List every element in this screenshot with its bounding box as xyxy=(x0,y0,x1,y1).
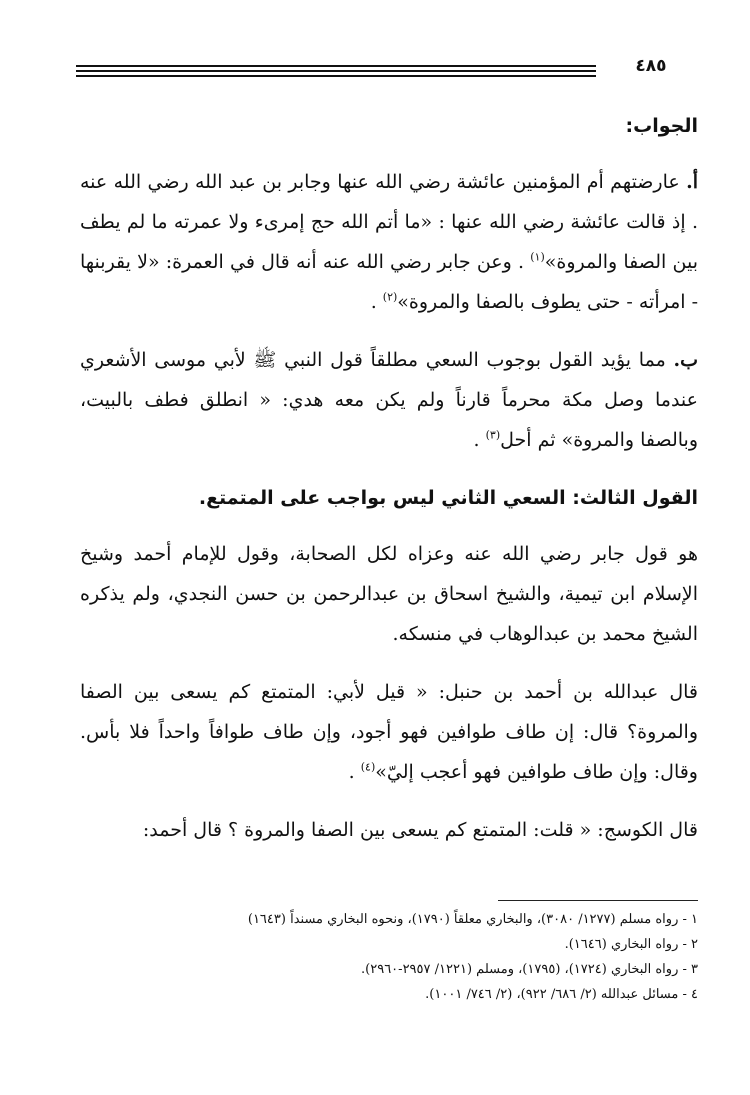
paragraph-b-line2: عندما وصل مكة محرماً قارناً ولم يكن معه هدي: « انطلق فطف بالبيت، xyxy=(80,389,698,411)
footnote-divider xyxy=(498,900,698,901)
footnote-4: ٤ - مسائل عبدالله (٢/ ٦٨٦/ ٩٢٢)، (٢/ ٧٤٦/ ١٠٠١). xyxy=(425,987,698,1002)
paragraph-e-line1: قال الكوسج: « قلت: المتمتع كم يسعى بين الصفا والمروة ؟ قال أحمد: xyxy=(142,819,698,841)
footnote-ref-1: (١) xyxy=(530,250,545,264)
paragraph-a-line1: عارضتهم أم المؤمنين عائشة رضي الله عنها وجابر بن عبد الله رضي الله عنه . إذ قالت xyxy=(80,171,698,233)
paragraph-b-lead: ب. xyxy=(673,349,698,371)
third-opinion-heading: القول الثالث: السعي الثاني ليس بواجب على المتمتع. xyxy=(198,487,698,509)
paragraph-d-line3b: . xyxy=(348,761,355,783)
paragraph-c xyxy=(80,534,698,654)
answer-heading: الجواب: xyxy=(625,115,698,137)
paragraph-c-line2: ابن تيمية، والشيخ اسحاق بن عبدالرحمن بن حسن النجدي، ولم يذكره xyxy=(80,583,636,605)
paragraph-b xyxy=(80,340,698,460)
paragraph-c-line3: الشيخ محمد بن عبدالوهاب في منسكه. xyxy=(392,623,698,645)
paragraph-b-line1: مما يؤيد القول بوجوب السعي مطلقاً قول النبي ﷺ لأبي موسى الأشعري xyxy=(80,349,666,371)
paragraph-a xyxy=(80,162,698,322)
paragraph-b-line3a: وبالصفا والمروة» ثم أحل xyxy=(500,429,698,451)
page-body xyxy=(80,106,698,868)
footnote-ref-2: (٢) xyxy=(382,290,398,304)
paragraph-d-line3a: وقال: وإن طاف طوافين فهو أعجب إليّ» xyxy=(375,761,698,783)
paragraph-d xyxy=(80,672,698,792)
footnote-ref-3: (٣) xyxy=(485,428,501,442)
paragraph-c-line1: هو قول جابر رضي الله عنه وعزاه لكل الصحابة، وقول للإمام أحمد وشيخ الإسلام xyxy=(80,543,699,605)
page-header xyxy=(76,56,696,86)
paragraph-a-line2: عائشة رضي الله عنها : «ما أتم الله حج إمرىء ولا عمرته ما لم يطف بين الصفا xyxy=(80,211,698,273)
page-number: ٤٨٥ xyxy=(635,56,667,76)
paragraph-d-line2: والمروة؟ قال: إن طاف طوافين فهو أجود، وإن طاف طوافاً واحداً فلا بأس. xyxy=(80,721,698,743)
paragraph-a-lead: أ. xyxy=(686,171,698,193)
paragraph-a-line3b: . وعن جابر رضي الله عنه أنه قال في العمرة: «لا يقربنها - امرأته - حتى xyxy=(80,251,698,313)
footnote-ref-4: (٤) xyxy=(360,760,376,774)
footnote-3: ٣ - رواه البخاري (١٧٢٤)، (١٧٩٥)، ومسلم (١٢٢١/ ٢٩٥٧-٢٩٦٠). xyxy=(361,962,698,977)
paragraph-d-line1: قال عبدالله بن أحمد بن حنبل: « قيل لأبي: المتمتع كم يسعى بين الصفا xyxy=(80,681,698,703)
paragraph-a-line4a: يطوف بالصفا والمروة» xyxy=(397,291,581,313)
header-rule xyxy=(76,65,596,80)
paragraph-a-line3a: والمروة» xyxy=(544,251,618,273)
paragraph-a-line4b: . xyxy=(370,291,377,313)
footnotes xyxy=(76,900,698,1007)
footnote-2: ٢ - رواه البخاري (١٦٤٦). xyxy=(564,937,698,952)
footnote-1: ١ - رواه مسلم (١٢٧٧/ ٣٠٨٠)، والبخاري معلقاً (١٧٩٠)، ونحوه البخاري مسنداً (١٦٤٣) xyxy=(247,912,698,927)
paragraph-e xyxy=(80,810,698,850)
paragraph-b-line3b: . xyxy=(473,429,480,451)
